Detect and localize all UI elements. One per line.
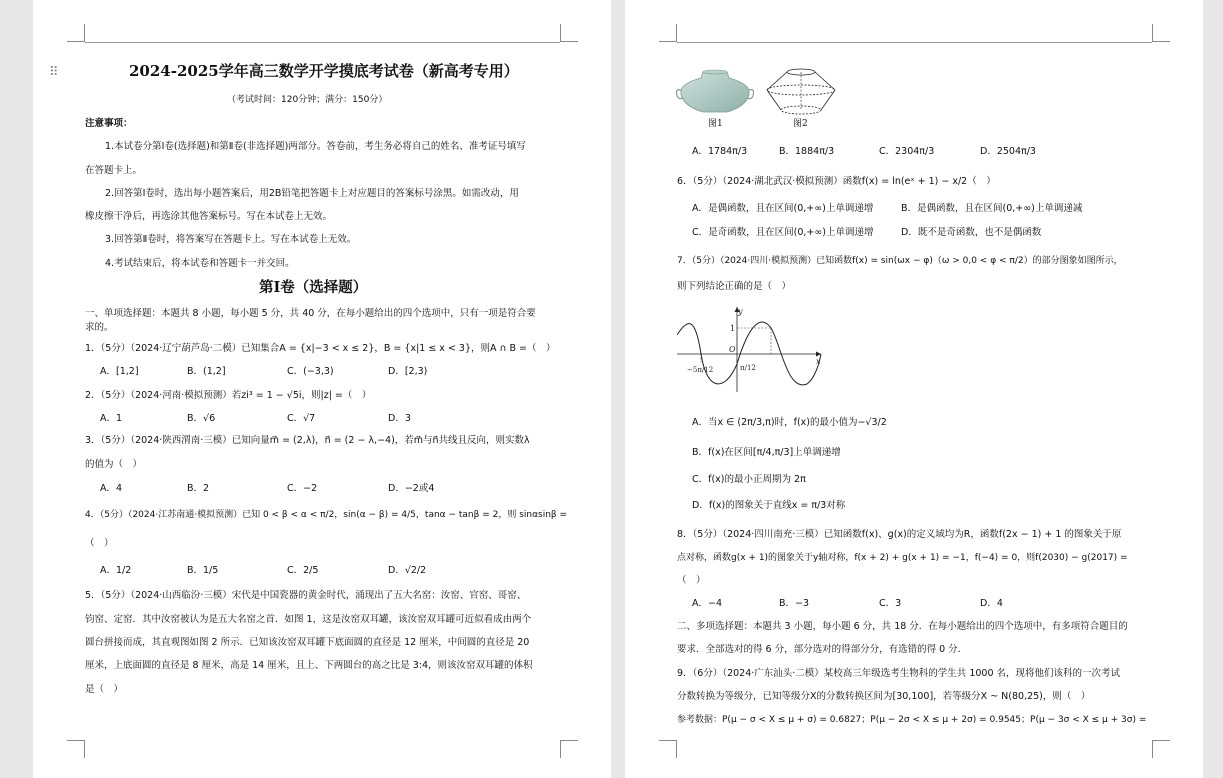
- document-page-right: [625, 0, 1203, 778]
- figure-caption: 图2: [793, 119, 808, 129]
- question-4-cont: （ ）: [85, 538, 114, 549]
- option: A．[1,2]: [100, 366, 139, 377]
- option: A．1/2: [100, 565, 132, 576]
- notice-line: 3.回答第Ⅱ卷时，将答案写在答题卡上。写在本试卷上无效。: [105, 234, 357, 245]
- document-page-left: [33, 0, 611, 778]
- notice-line: 4.考试结束后，将本试卷和答题卡一并交回。: [105, 258, 295, 269]
- tick-label-one: 1: [730, 324, 736, 333]
- question-5-line: 钧窑、定窑．其中汝窑被认为是五大名窑之首．如图 1，这是汝窑双耳罐，该汝窑双耳罐可近似看成由两个: [85, 614, 532, 625]
- question-8-line: （ ）: [677, 575, 706, 586]
- part-intro: 求的。: [85, 322, 114, 333]
- question-9: 9．（6分）（2024·广东汕头·二模）某校高三年级选考生物科的学生共 1000 名，现将他们该科的一次考试: [677, 668, 1121, 679]
- option: A．1784π/3: [692, 146, 748, 157]
- part-intro: 二、多项选择题：本题共 3 小题，每小题 6 分，共 18 分．在每小题给出的四个选项中，有多项符合题目的: [677, 621, 1128, 632]
- option: C．√7: [287, 413, 316, 424]
- tick-label-pos: π/12: [740, 364, 756, 372]
- header-line: [677, 42, 1152, 43]
- question-3: 3．（5分）（2024·陕西渭南·三模）已知向量m⃗ = (2,λ)，n⃗ = (2 − λ,−4)，若m⃗与n⃗共线且反向，则实数λ: [85, 435, 530, 446]
- crop-mark: [67, 24, 85, 42]
- crop-mark: [659, 740, 677, 758]
- question-3-cont: 的值为（ ）: [85, 459, 143, 470]
- drag-handle-icon[interactable]: ⠿: [49, 65, 58, 80]
- question-4: 4．（5分）（2024·江苏南通·模拟预测）已知 0 < β < α < π/2，sin(α − β) = 4/5，tanα − tanβ = 2，则 sinαsinβ =: [85, 510, 568, 520]
- option: B．1/5: [187, 565, 219, 576]
- notice-line: 在答题卡上。: [85, 165, 143, 176]
- question-9-line: 分数转换为等级分，已知等级分X的分数转换区间为[30,100]，若等级分X ~ N(80,25)，则（ ）: [677, 691, 1091, 702]
- option: A．−4: [692, 598, 723, 609]
- question-8: 8．（5分）（2024·四川南充·三模）已知函数f(x)、g(x)的定义域均为R，函数f(2x − 1) + 1 的图象关于原: [677, 529, 1122, 540]
- question-2: 2．（5分）（2024·河南·模拟预测）若zi³ = 1 − √5i，则|z| =（ ）: [85, 390, 372, 401]
- option: B．f(x)在区间[π/4,π/3]上单调递增: [692, 447, 841, 458]
- notice-line: 橡皮擦干净后，再选涂其他答案标号。写在本试卷上无效。: [85, 211, 333, 222]
- option: C．(−3,3): [287, 366, 334, 377]
- crop-mark: [1152, 740, 1170, 758]
- option: D．[2,3): [388, 366, 428, 377]
- option: D．3: [388, 413, 411, 424]
- notice-heading: 注意事项：: [85, 118, 133, 129]
- part-intro: 要求．全部选对的得 6 分，部分选对的得部分分，有选错的得 0 分．: [677, 644, 968, 655]
- question-5: 5．（5分）（2024·山西临汾·三模）宋代是中国瓷器的黄金时代，涌现出了五大名窑：汝窑、官窑、哥窑、: [85, 590, 527, 601]
- question-6: 6．（5分）（2024·湖北武汉·模拟预测）函数f(x) = ln(eˣ + 1) − x/2（ ）: [677, 176, 996, 187]
- question-5-line: 是（ ）: [85, 684, 124, 695]
- crop-mark: [560, 24, 578, 42]
- option: A．1: [100, 413, 123, 424]
- tick-label-neg: −5π/12: [687, 366, 714, 374]
- origin-label: O: [729, 345, 736, 354]
- part-intro: 一、单项选择题：本题共 8 小题，每小题 5 分，共 40 分，在每小题给出的四个选项中，只有一项是符合要: [85, 308, 536, 319]
- option: C．f(x)的最小正周期为 2π: [692, 474, 806, 485]
- option: C．2304π/3: [879, 146, 935, 157]
- axis-label-y: y: [738, 307, 743, 316]
- figure-caption: 图1: [708, 119, 723, 129]
- option: D．既不是奇函数，也不是偶函数: [901, 227, 1042, 238]
- option: C．是奇函数，且在区间(0,+∞)上单调递增: [692, 227, 874, 238]
- option: D．2504π/3: [980, 146, 1036, 157]
- question-8-line: 点对称，函数g(x + 1)的图象关于y轴对称，f(x + 2) + g(x + 1) = −1，f(−4) = 0，则f(2030) − g(2017) =: [677, 553, 1128, 563]
- crop-mark: [560, 740, 578, 758]
- question-1: 1．（5分）（2024·辽宁葫芦岛·二模）已知集合A = {x|−3 < x ≤ 2}，B = {x|1 ≤ x < 3}，则A ∩ B =（ ）: [85, 343, 556, 354]
- option: C．−2: [287, 483, 318, 494]
- option: A．是偶函数，且在区间(0,+∞)上单调递增: [692, 203, 874, 214]
- question-7: 7．（5分）（2024·四川·模拟预测）已知函数f(x) = sin(ωx − φ)（ω > 0,0 < φ < π/2）的部分图象如图所示，: [677, 256, 1123, 266]
- axis-label-x: x: [816, 357, 821, 366]
- option: B．是偶函数，且在区间(0,+∞)上单调递减: [901, 203, 1083, 214]
- notice-line: 1.本试卷分第Ⅰ卷(选择题)和第Ⅱ卷(非选择题)两部分。答卷前，考生务必将自己的姓名、准考证号填写: [105, 141, 526, 152]
- option: D．f(x)的图象关于直线x = π/3对称: [692, 500, 846, 511]
- vase-image: [675, 66, 755, 116]
- frustum-diagram: [765, 66, 837, 116]
- header-line: [85, 42, 560, 43]
- crop-mark: [67, 740, 85, 758]
- option: D．−2或4: [388, 483, 435, 494]
- question-5-line: 圆台拼接而成，其直观图如图 2 所示．已知该汝窑双耳罐下底面圆的直径是 12 厘米，中间圆的直径是 20: [85, 637, 530, 648]
- sine-graph: [677, 304, 825, 394]
- option: C．2/5: [287, 565, 319, 576]
- option: B．−3: [779, 598, 810, 609]
- crop-mark: [1152, 24, 1170, 42]
- option: A．4: [100, 483, 123, 494]
- section-title: 第Ⅰ卷（选择题）: [259, 279, 368, 296]
- option: D．√2/2: [388, 565, 427, 576]
- option: B．(1,2]: [187, 366, 226, 377]
- notice-line: 2.回答第Ⅰ卷时，选出每小题答案后，用2B铅笔把答题卡上对应题目的答案标号涂黑。如需改动，用: [105, 188, 519, 199]
- option: C．3: [879, 598, 902, 609]
- crop-mark: [659, 24, 677, 42]
- question-5-line: 厘米，上底面圆的直径是 8 厘米，高是 14 厘米，且上、下两圆台的高之比是 3:4，则该汝窑双耳罐的体积: [85, 660, 533, 671]
- question-9-line: 参考数据：P(μ − σ < X ≤ μ + σ) = 0.6827；P(μ − 2σ < X ≤ μ + 2σ) = 0.9545；P(μ − 3σ < X ≤ μ + 3σ) =: [677, 715, 1147, 725]
- option: B．1884π/3: [779, 146, 835, 157]
- option: D．4: [980, 598, 1003, 609]
- option: B．2: [187, 483, 210, 494]
- page-title: 2024-2025学年高三数学开学摸底考试卷（新高考专用）: [129, 62, 519, 80]
- option: B．√6: [187, 413, 216, 424]
- question-7-cont: 则下列结论正确的是（ ）: [677, 281, 792, 292]
- option: A．当x ∈ (2π/3,π)时，f(x)的最小值为−√3/2: [692, 417, 887, 428]
- exam-info: （考试时间：120分钟；满分：150分）: [227, 95, 388, 105]
